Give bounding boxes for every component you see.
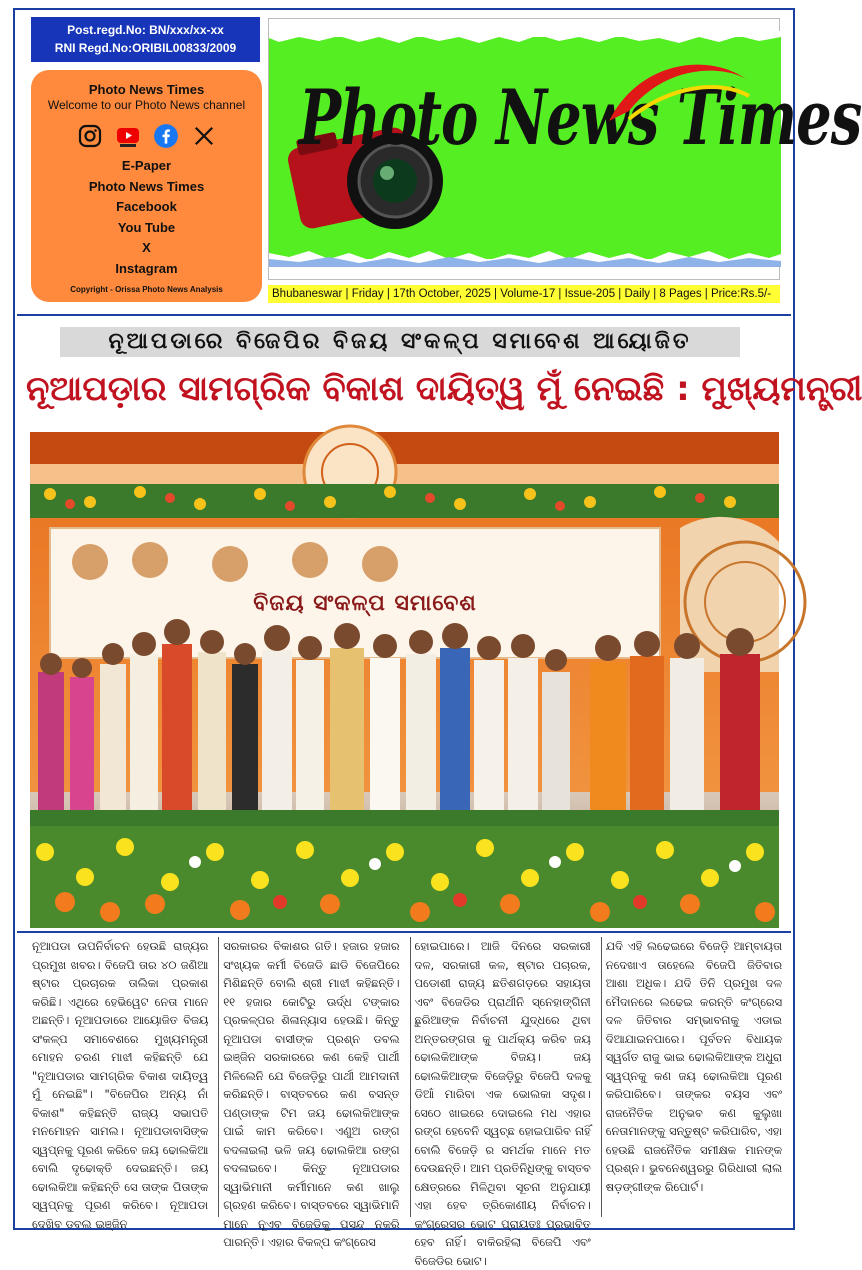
event-photo	[30, 432, 779, 928]
logo-swoosh	[599, 51, 759, 141]
photo-stage-banner: ବିଜୟ ସଂକଳ୍ପ ସମାବେଶ	[253, 591, 477, 616]
article-body	[28, 937, 786, 1268]
youtube-link[interactable]: You Tube	[117, 219, 176, 235]
article-column-3: ହୋଇପାରେ। ଆଜି ଦିନରେ ସରକାରୀ ଦଳ, ସରକାରୀ କଳ, ଷ୍ଟାର ପଚାରକ, ପଡୋଶୀ ରାଜ୍ୟ ଛତିଶଗଡ଼ରେ ସହାୟତା ଏବଂ ବିଜେଡିର ପ୍ରାର୍ଥୀନି ସ୍ନେହାଙ୍ଗିନୀ ଛୁରିଆଙ୍କ ନିର୍ବାଚନୀ ଯୁଦ୍ଧରେ ଥିବା ଅନ୍ତରଙ୍ଗତା କୁ ପାର୍ଥକ୍ୟ କରିବ ଜୟ ଢୋଲକିଆଙ୍କ ବିଜୟ। ଜୟ ଢୋଲକିଆଙ୍କ ବିଜେଡ଼ିରୁ ବିଜେପି ଦଳକୁ ଡିଆଁ ମାରିବା ଏକ ଭୋଲକା ସଦୃଶ। ସେଠେ ଖାଇରେ ଦୋଇଲେ ମଧ ଏହାର ରଙ୍ଗ ହେବେନି ସ୍ୱଚ୍ଛ ହୋଇପାରିବ ନାହିଁ ବୋଲି ବିଜେଡ଼ି ର ସମର୍ଥକ ମାନେ ମତ ଦେଉଛନ୍ତି। ଆମ ପ୍ରତିନିଧିଙ୍କୁ ବାସ୍ତବ କ୍ଷେତ୍ରରେ ମିଳିଥିବା ସୂଚନା ଅନୁଯାୟୀ ଏହା ହେବ ତ୍ରିକୋଣୀୟ ନିର୍ବାଚନ। କଂଗ୍ରେସର ଭୋଟ ପ୍ରାୟତଃ ପ୍ରଭାବିତ ହେବ ନାହିଁ। ବାକିରହିଲା ବିଜେପି ଏବଂ ବିଜେଡିର ଭୋଟ।	[410, 937, 595, 1217]
sub-headline: ନୂଆପଡାରେ ବିଜେପିର ବିଜୟ ସଂକଳ୍ପ ସମାବେଶ ଆୟୋଜିତ	[60, 327, 740, 357]
article-column-1: ନୂଆପଡା ଉପନିର୍ବାଚନ ହେଉଛି ରାଜ୍ୟର ପ୍ରମୁଖ ଖବର। ବିଜେପି ତାର ୪୦ ଜଣିଆ ଷ୍ଟାର ପ୍ରଚାରକ ତାଲିକା ପ୍ରକାଶ କରିଛି। ଏଥିରେ ହେଭିୱେଟ ନେତା ମାନେ ଅଛନ୍ତି। ନୂଆପଡାରେ ଆୟୋଜିତ ବିଜୟ ସଂକଳ୍ପ ସମାବେଶରେ ମୁଖ୍ୟମନ୍ତ୍ରୀ ମୋହନ ଚରଣ ମାଝୀ କହିଛନ୍ତି ଯେ "ନୂଆପଡାର ସାମଗ୍ରିକ ବିକାଶ ଦାୟିତ୍ୱ ମୁଁ ନେଇଛି"। "ବିଜେପିର ଅନ୍ୟ ନାଁ ବିକାଶ" କହିଛନ୍ତି ରାଜ୍ୟ ସଭାପତି ମନମୋହନ ସାମଲ। ନୂଆପଡାବାସିଙ୍କ ସ୍ୱପ୍ନକୁ ପୂରଣ କରିବେ ଜୟ ଢୋଲକିଆ ବୋଲି ଦୃଢୋକ୍ତି ଦେଇଛନ୍ତି। ଜୟ ଢୋଲକିଆ କହିଛନ୍ତି ସେ ତାଙ୍କ ପିତାଙ୍କ ସ୍ୱପ୍ନକୁ ପୂରଣ କରିବେ। ନୂଆପଡା ଦେଖିବ ଡବଲ ଇଞ୍ଜିନ	[32, 939, 209, 1231]
facebook-icon[interactable]	[154, 124, 178, 148]
article-column-2: ସରକାରର ବିକାଶର ଗତି। ହଜାର ହଜାର ସଂଖ୍ୟକ କର୍ମୀ ବିଜେଡି ଛାଡି ବିଜେପିରେ ମିଶିଛନ୍ତି ବୋଲି ଶ୍ରୀ ମାଝୀ କହିଛନ୍ତି। ୧୧ ହଜାର କୋଟିରୁ ଊର୍ଦ୍ଧ ଟଙ୍କାର ପ୍ରକଳ୍ପର ଶିଳାନ୍ୟାସ ହେଉଛି। କିନ୍ତୁ ନୂଆପଡା ବାସୀଙ୍କ ପ୍ରଶ୍ନ ଡବଲ ଇଞ୍ଜିନ ସରକାରରେ କଣ କେହି ପାର୍ଥୀ ମିଳିଲେନି ଯେ ବିଜେଡ଼ିରୁ ପାର୍ଥୀ ଆମଦାନୀ କରିଛନ୍ତି। ବାସ୍ତବରେ କଣ ବସନ୍ତ ପଣ୍ଡାଙ୍କ ଟିମ ଜୟ ଢୋଲକିଆଙ୍କ ପାଇଁ କାମ କରିବେ। ଏଣୁଅ ରଙ୍ଗ ବଦଳାଇଲା ଭଳି ଜୟ ଢୋଲକିଆ ରଙ୍ଗ ବଦଳାଇବେ। କିନ୍ତୁ ନୂଆପଡାର ସ୍ୱାଭିମାନୀ କର୍ମୀମାନେ କଣ ଖାଲୁ ଗ୍ରହଣ କରିବେ। ବାସ୍ତବରେ ସ୍ୱାଭିମାନି ମାନେ ନୂଏବ ବିଜେଡିକୁ ପସନ୍ଦ ନକରି ପାରନ୍ତି। ଏହାର ବିକଳ୍ପ କଂଗ୍ରେସ	[218, 937, 403, 1217]
rni-registration: RNI Regd.No:ORIBIL00833/2009	[54, 41, 237, 55]
dateline: Bhubaneswar | Friday | 17th October, 2025 | Volume-17 | Issue-205 | Daily | 8 Pages | Price:Rs.5/-	[268, 285, 780, 303]
stage-photo-illustration	[30, 432, 779, 928]
x-icon[interactable]	[192, 124, 216, 148]
panel-subtitle: Welcome to our Photo News channel	[47, 98, 246, 112]
youtube-icon[interactable]	[116, 124, 140, 148]
copyright-text: Copyright - Orissa Photo News Analysis	[70, 285, 223, 294]
social-icons	[31, 122, 262, 150]
panel-title: Photo News Times	[88, 82, 205, 97]
torn-edge-bottom	[269, 245, 781, 267]
main-headline: ନୂଆପଡ଼ାର ସାମଗ୍ରିକ ବିକାଶ ଦାୟିତ୍ୱ ମୁଁ ନେଇଛି : ମୁଖ୍ୟମନ୍ତ୍ରୀ	[26, 369, 862, 409]
instagram-icon[interactable]	[78, 124, 102, 148]
divider-photo	[17, 931, 791, 933]
facebook-link[interactable]: Facebook	[116, 199, 177, 214]
channel-panel	[31, 70, 262, 302]
torn-edge-top	[269, 31, 781, 47]
instagram-link[interactable]: Instagram	[115, 260, 178, 276]
masthead	[268, 18, 862, 280]
link-list	[31, 156, 262, 279]
registration-box	[31, 17, 260, 62]
postal-registration: Post.regd.No: BN/xxx/xx-xx	[67, 23, 224, 37]
divider-top	[17, 314, 791, 316]
e-paper-link[interactable]: E-Paper	[121, 158, 172, 173]
article-column-4: ଯଦି ଏହି ଲଢେଇରେ ବିଜେଡ଼ି ଆମ୍ବାୟତା ନଦେଖାଏ ତାହେଲେ ବିଜେପି ଜିତିବାର ଆଶା ଅଧିକ। ଯଦି ତିନି ପ୍ରମୁଖ ଦଳ ମୈଦାନରେ ଲଢେଇ କରନ୍ତି କଂଗ୍ରେସ ଦଳ ଜିତିବାର ସମ୍ଭାବନାକୁ ଏଡାଇ ଦିଆଯାଇନପାରେ। ପୂର୍ବତନ ବିଧାୟକ ସ୍ୱର୍ଗତ ରାଜୁ ଭାଇ ଢୋଲକିଆଙ୍କ ଅଧୁରା ସ୍ୱପ୍ନକୁ କଣ ଜୟ ଢୋଲକିଆ ପୂରଣ କରିପାରିବେ। ତାଙ୍କର ବୟସ ଏବଂ ରାଜନୈତିକ ଅନୁଭବ କଣ କୁଲୁଖା ନେତାମାନଙ୍କୁ ସନ୍ତୁଷ୍ଟ କରିପାରିବ, ଏହା ହେଉଛି ରାଜନୈତିକ ସମୀକ୍ଷକ ମାନଙ୍କ ପ୍ରଶ୍ନ। ଭୁବନେଶ୍ୱରରୁ ଗିରିଧାରୀ ଲାଲ ଷଡ଼ଙ୍ଗୀଙ୍କ ରିପୋର୍ଟ।	[601, 937, 786, 1217]
x-link[interactable]: X	[142, 240, 151, 255]
masthead-logo: Photo News Times	[299, 74, 862, 164]
photo-news-times-link[interactable]: Photo News Times	[88, 178, 205, 194]
